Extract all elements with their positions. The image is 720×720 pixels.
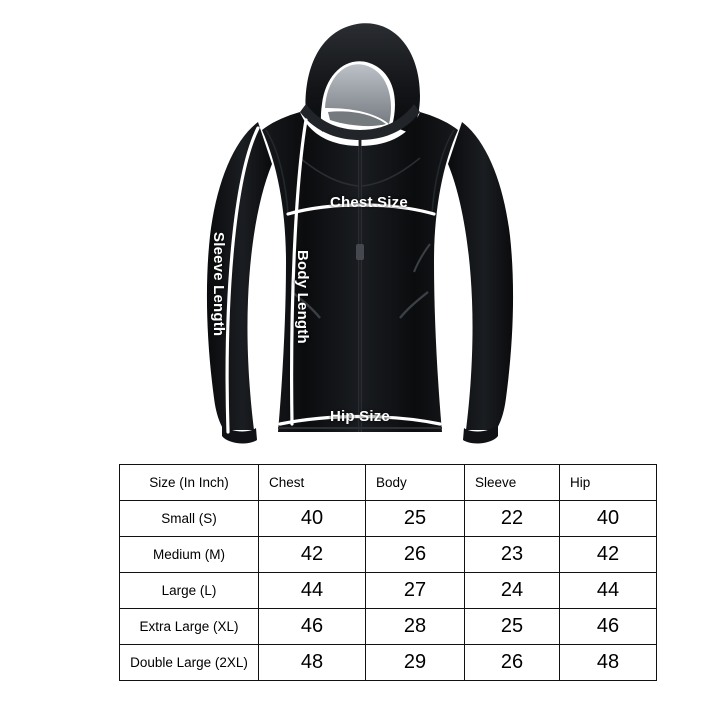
- cell-chest: 40: [259, 501, 366, 537]
- cell-sleeve: 26: [465, 645, 560, 681]
- column-header-chest: Chest: [259, 465, 366, 501]
- column-header-size: Size (In Inch): [120, 465, 259, 501]
- cell-chest: 44: [259, 573, 366, 609]
- column-header-hip: Hip: [560, 465, 657, 501]
- row-size-label: Extra Large (XL): [120, 609, 259, 645]
- cell-hip: 48: [560, 645, 657, 681]
- row-size-label: Large (L): [120, 573, 259, 609]
- table-row: [120, 537, 657, 573]
- size-chart-section: [0, 456, 720, 720]
- table-row: [120, 501, 657, 537]
- row-size-label: Double Large (2XL): [120, 645, 259, 681]
- cell-sleeve: 23: [465, 537, 560, 573]
- cell-hip: 42: [560, 537, 657, 573]
- cell-sleeve: 25: [465, 609, 560, 645]
- table-row: [120, 609, 657, 645]
- row-size-label: Medium (M): [120, 537, 259, 573]
- table-row: [120, 645, 657, 681]
- sleeve-length-label: Sleeve Length: [210, 232, 227, 337]
- cell-body: 29: [366, 645, 465, 681]
- table-header-row: [120, 465, 657, 501]
- cell-body: 25: [366, 501, 465, 537]
- cell-chest: 48: [259, 645, 366, 681]
- column-header-body: Body: [366, 465, 465, 501]
- cell-sleeve: 24: [465, 573, 560, 609]
- cell-chest: 46: [259, 609, 366, 645]
- size-chart-table: [119, 464, 657, 681]
- cell-hip: 46: [560, 609, 657, 645]
- hip-size-label: Hip Size: [330, 408, 390, 425]
- cell-chest: 42: [259, 537, 366, 573]
- column-header-sleeve: Sleeve: [465, 465, 560, 501]
- table-row: [120, 573, 657, 609]
- cell-sleeve: 22: [465, 501, 560, 537]
- body-length-label: Body Length: [294, 250, 311, 344]
- row-size-label: Small (S): [120, 501, 259, 537]
- chest-size-label: Chest Size: [330, 194, 408, 211]
- cell-body: 26: [366, 537, 465, 573]
- cell-hip: 40: [560, 501, 657, 537]
- cell-hip: 44: [560, 573, 657, 609]
- cell-body: 27: [366, 573, 465, 609]
- cell-body: 28: [366, 609, 465, 645]
